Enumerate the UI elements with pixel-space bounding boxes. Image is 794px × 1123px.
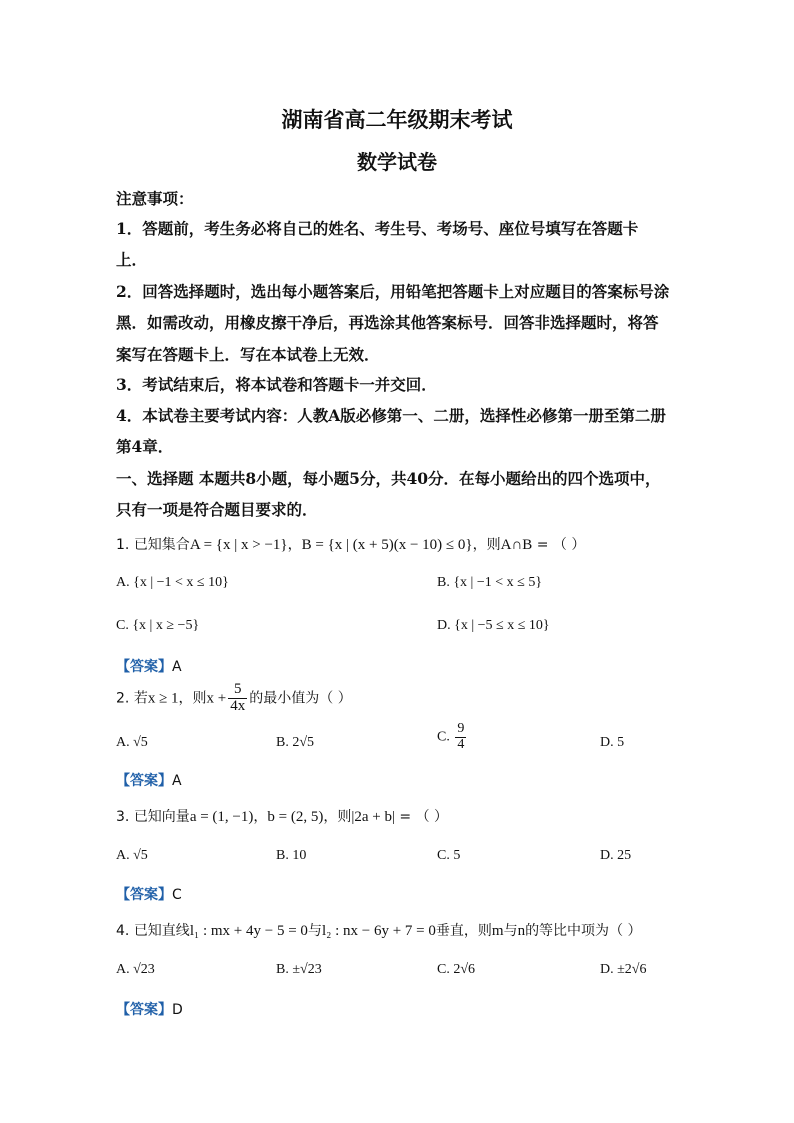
section-heading-a: 一、选择题 本题共8小题，每小题5分，共40分．在每小题给出的四个选项中，: [116, 469, 661, 488]
notice-line-2c: 案写在答题卡上．写在本试卷上无效．: [116, 345, 380, 364]
notice-heading: 注意事项：: [116, 189, 194, 208]
q2-fraction: $\frac{5}{4x}$: [230, 681, 246, 714]
q3-option-b: B. 10: [276, 848, 307, 863]
q4-option-c: C. 2√6: [437, 962, 476, 977]
q1-option-a: A. {x | −1 < x ≤ 10}: [116, 575, 229, 590]
notice-line-4b: 第4章．: [116, 437, 174, 456]
q2-option-d: D. 5: [600, 735, 625, 750]
notice-line-1b: 上．: [116, 250, 148, 269]
notice-line-1a: 1．答题前，考生务必将自己的姓名、考生号、考场号、座位号填写在答题卡: [116, 219, 639, 238]
notice-line-3: 3．考试结束后，将本试卷和答题卡一并交回．: [116, 375, 437, 394]
q2-option-b: B. 2√5: [276, 735, 315, 750]
q4-option-b: B. ±√23: [276, 962, 322, 977]
q1-option-c: C. {x | x ≥ −5}: [116, 618, 200, 633]
notice-line-2b: 黑．如需改动，用橡皮擦干净后，再选涂其他答案标号．回答非选择题时，将答: [116, 313, 659, 332]
q4-option-a: A. √23: [116, 962, 155, 977]
question-4: 4. 已知直线l₁ : mx + 4y − 5 = 0与l₂ : nx − 6y + 7 = 0垂直，则m与n的等比中项为（ ）: [116, 923, 642, 939]
notice-line-2a: 2．回答选择题时，选出每小题答案后，用铅笔把答题卡上对应题目的答案标号涂: [116, 282, 670, 301]
q2-answer: 【答案】A: [116, 773, 182, 789]
q3-option-d: D. 25: [600, 848, 632, 863]
exam-title: 湖南省高二年级期末考试: [281, 107, 513, 132]
question-1: 1. 已知集合A = {x | x > −1}，B = {x | (x + 5)(x − 10) ≤ 0}，则A∩B = （ ）: [116, 537, 586, 553]
q1-option-b: B. {x | −1 < x ≤ 5}: [437, 575, 543, 590]
notice-line-4a: 4．本试卷主要考试内容：人教A版必修第一、二册，选择性必修第一册至第二册: [116, 406, 666, 425]
q3-answer: 【答案】C: [116, 887, 182, 903]
q1-option-d: D. {x | −5 ≤ x ≤ 10}: [437, 618, 550, 633]
q1-answer: 【答案】A: [116, 659, 182, 675]
q4-answer: 【答案】D: [116, 1002, 183, 1018]
section-heading-b: 只有一项是符合题目要求的．: [116, 500, 318, 519]
q2-option-c: C. $\frac{9}{4}$: [437, 721, 465, 752]
question-2: 2. 若x ≥ 1，则x + $\frac{5}{4x}$ 的最小值为（ ）: [116, 681, 352, 714]
q4-option-d: D. ±2√6: [600, 962, 647, 977]
exam-subtitle: 数学试卷: [357, 150, 437, 174]
q2-option-a: A. √5: [116, 735, 148, 750]
q2-option-c-fraction: $\frac{9}{4}$: [457, 721, 465, 752]
question-3: 3. 已知向量a = (1, −1)，b = (2, 5)，则|2a + b| = （ ）: [116, 809, 449, 825]
q3-option-a: A. √5: [116, 848, 148, 863]
q3-option-c: C. 5: [437, 848, 461, 863]
